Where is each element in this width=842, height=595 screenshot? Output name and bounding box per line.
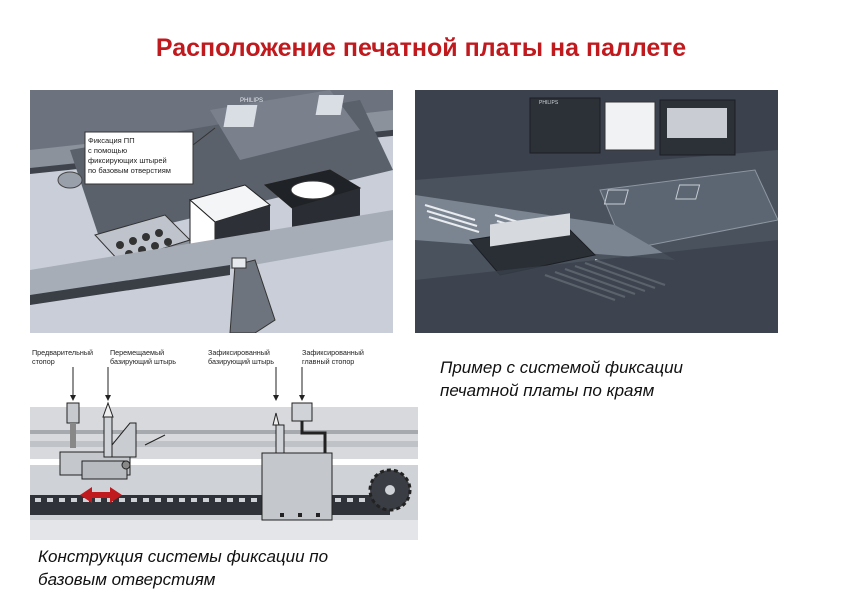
callout-line-3: фиксирующих штырей [88,156,167,165]
pin-fixation-schematic [30,345,418,540]
label-fixed-pin-1: Зафиксированный [208,348,270,357]
callout-line-2: с помощью [88,146,128,155]
callout-line-4: по базовым отверстиям [88,166,171,175]
caption-pin-fixation-line-2: базовым отверстиям [38,570,216,589]
label-prestop-1: Предварительный [32,348,94,357]
page-title: Расположение печатной платы на паллете [155,34,687,62]
caption-pin-fixation [38,545,418,591]
philips-logo-text: PHILIPS [240,98,264,104]
label-prestop-2: стопор [32,357,55,366]
caption-edge-fixation-line-2: печатной платы по краям [440,381,655,400]
caption-edge-fixation-line-1: Пример с системой фиксации [440,358,683,377]
caption-edge-fixation [440,356,780,402]
label-moving-pin-1: Перемещаемый [110,348,165,357]
label-moving-pin-2: базирующий штырь [110,357,176,366]
callout-line-1: Фиксация ПП [88,136,135,145]
caption-pin-fixation-line-1: Конструкция системы фиксации по [38,547,329,566]
edge-fixation-image [415,90,778,333]
label-main-stop-2: главный стопор [302,357,355,366]
philips-logo-text-2: PHILIPS [539,100,559,106]
label-fixed-pin-2: базирующий штырь [208,357,274,366]
label-main-stop-1: Зафиксированный [302,348,364,357]
pallet-pin-fixation-image [30,90,393,333]
